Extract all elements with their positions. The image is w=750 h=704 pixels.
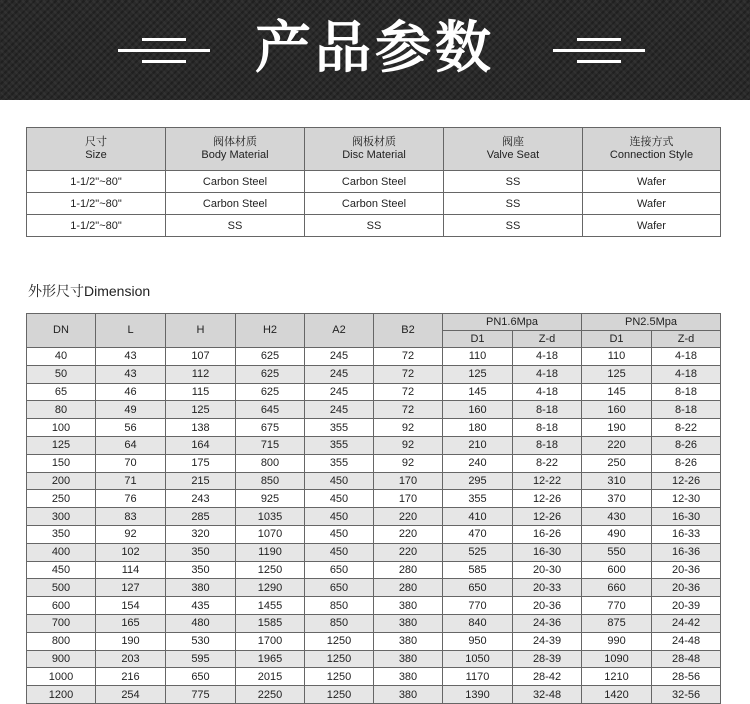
table-cell: 4-18 — [652, 365, 721, 383]
table-cell: 4-18 — [513, 348, 582, 366]
table-cell: 102 — [96, 543, 166, 561]
table-cell: 20-36 — [652, 579, 721, 597]
dim-subheader-zd: Z-d — [652, 331, 721, 348]
page-title: 产品参数 — [255, 16, 495, 81]
table-cell: SS — [305, 215, 444, 237]
table-cell: SS — [166, 215, 305, 237]
table-row — [27, 436, 721, 454]
table-cell: 285 — [166, 508, 236, 526]
table-cell: 72 — [374, 383, 443, 401]
table-cell: 1250 — [305, 632, 374, 650]
table-cell: 245 — [305, 383, 374, 401]
table-cell: 154 — [96, 597, 166, 615]
table-cell: 76 — [96, 490, 166, 508]
table-cell: 1200 — [27, 686, 96, 704]
table-cell: 380 — [374, 614, 443, 632]
table-row — [27, 193, 721, 215]
table-cell: 600 — [27, 597, 96, 615]
table-cell: 8-26 — [652, 436, 721, 454]
table-cell: 240 — [443, 454, 513, 472]
table-cell: 1210 — [582, 668, 652, 686]
table-cell: 8-18 — [513, 419, 582, 437]
dim-subheader-zd: Z-d — [513, 331, 582, 348]
table-cell: 216 — [96, 668, 166, 686]
table-cell: 310 — [582, 472, 652, 490]
table-cell: 175 — [166, 454, 236, 472]
table-cell: 20-36 — [513, 597, 582, 615]
table-cell: 72 — [374, 401, 443, 419]
table-cell: Carbon Steel — [166, 193, 305, 215]
dim-header-dn: DN — [27, 314, 96, 348]
table-cell: 1090 — [582, 650, 652, 668]
table-cell: 1-1/2"~80" — [27, 193, 166, 215]
table-cell: 280 — [374, 561, 443, 579]
table-cell: 46 — [96, 383, 166, 401]
dim-header-pn25: PN2.5Mpa — [582, 314, 721, 331]
table-cell: 525 — [443, 543, 513, 561]
table-cell: 180 — [443, 419, 513, 437]
table-cell: 480 — [166, 614, 236, 632]
table-cell: 800 — [27, 632, 96, 650]
dim-header-pn16: PN1.6Mpa — [443, 314, 582, 331]
table-cell: 138 — [166, 419, 236, 437]
table-cell: 990 — [582, 632, 652, 650]
table-cell: 92 — [374, 436, 443, 454]
table-row — [27, 348, 721, 366]
table-cell: 245 — [305, 365, 374, 383]
table-cell: 770 — [582, 597, 652, 615]
table-cell: 4-18 — [652, 348, 721, 366]
table-row — [27, 419, 721, 437]
table-cell: 700 — [27, 614, 96, 632]
table-cell: 350 — [166, 543, 236, 561]
table-cell: 650 — [305, 561, 374, 579]
header-banner — [0, 0, 750, 100]
table-cell: 16-33 — [652, 525, 721, 543]
table-cell: Carbon Steel — [166, 171, 305, 193]
table-cell: 1390 — [443, 686, 513, 704]
table-cell: 20-30 — [513, 561, 582, 579]
table-cell: 840 — [443, 614, 513, 632]
table-cell: 355 — [305, 454, 374, 472]
table-row — [27, 579, 721, 597]
table-cell: 49 — [96, 401, 166, 419]
table-cell: 245 — [305, 401, 374, 419]
table-cell: 243 — [166, 490, 236, 508]
spec-header-body-material: 阀体材质 Body Material — [166, 128, 305, 171]
table-cell: 380 — [374, 632, 443, 650]
table-cell: 125 — [582, 365, 652, 383]
dim-subheader-d1: D1 — [443, 331, 513, 348]
table-cell: 715 — [236, 436, 305, 454]
table-cell: 8-26 — [652, 454, 721, 472]
table-cell: 127 — [96, 579, 166, 597]
table-cell: 1-1/2"~80" — [27, 215, 166, 237]
table-cell: 625 — [236, 383, 305, 401]
table-cell: 450 — [305, 508, 374, 526]
table-cell: 1050 — [443, 650, 513, 668]
table-cell: 1250 — [305, 668, 374, 686]
table-cell: 145 — [443, 383, 513, 401]
table-cell: 40 — [27, 348, 96, 366]
table-cell: 83 — [96, 508, 166, 526]
dim-header-h2: H2 — [236, 314, 305, 348]
table-cell: 350 — [27, 525, 96, 543]
table-cell: 250 — [27, 490, 96, 508]
table-cell: 585 — [443, 561, 513, 579]
table-cell: 28-48 — [652, 650, 721, 668]
table-cell: 8-18 — [652, 401, 721, 419]
table-cell: 380 — [374, 686, 443, 704]
table-cell: 1290 — [236, 579, 305, 597]
table-cell: 107 — [166, 348, 236, 366]
table-cell: 200 — [27, 472, 96, 490]
table-cell: 355 — [305, 436, 374, 454]
table-cell: 8-18 — [513, 436, 582, 454]
table-cell: 28-42 — [513, 668, 582, 686]
table-cell: 1170 — [443, 668, 513, 686]
table-cell: 92 — [374, 419, 443, 437]
table-cell: 70 — [96, 454, 166, 472]
table-cell: 12-26 — [513, 508, 582, 526]
table-cell: 12-22 — [513, 472, 582, 490]
table-cell: 16-30 — [652, 508, 721, 526]
table-cell: 1190 — [236, 543, 305, 561]
table-cell: 660 — [582, 579, 652, 597]
table-cell: 254 — [96, 686, 166, 704]
table-cell: 71 — [96, 472, 166, 490]
table-cell: 8-22 — [652, 419, 721, 437]
table-cell: 203 — [96, 650, 166, 668]
table-cell: 595 — [166, 650, 236, 668]
table-cell: 1250 — [305, 686, 374, 704]
table-cell: 1035 — [236, 508, 305, 526]
table-cell: 300 — [27, 508, 96, 526]
table-cell: 450 — [27, 561, 96, 579]
table-cell: 1070 — [236, 525, 305, 543]
table-cell: 92 — [374, 454, 443, 472]
table-cell: 20-36 — [652, 561, 721, 579]
table-cell: 28-39 — [513, 650, 582, 668]
table-cell: 125 — [27, 436, 96, 454]
table-cell: 24-39 — [513, 632, 582, 650]
table-cell: 500 — [27, 579, 96, 597]
table-row — [27, 543, 721, 561]
table-cell: 24-42 — [652, 614, 721, 632]
table-cell: 470 — [443, 525, 513, 543]
table-row — [27, 365, 721, 383]
table-cell: 150 — [27, 454, 96, 472]
table-row — [27, 215, 721, 237]
table-cell: 8-18 — [652, 383, 721, 401]
table-cell: 160 — [443, 401, 513, 419]
table-cell: 170 — [374, 490, 443, 508]
table-row — [27, 686, 721, 704]
table-cell: 430 — [582, 508, 652, 526]
table-cell: 190 — [582, 419, 652, 437]
table-row — [27, 383, 721, 401]
table-row — [27, 632, 721, 650]
table-cell: 775 — [166, 686, 236, 704]
table-cell: 24-48 — [652, 632, 721, 650]
dim-header-h: H — [166, 314, 236, 348]
table-row — [27, 668, 721, 686]
table-cell: 250 — [582, 454, 652, 472]
table-cell: 165 — [96, 614, 166, 632]
table-cell: 850 — [305, 597, 374, 615]
table-cell: 435 — [166, 597, 236, 615]
table-cell: 56 — [96, 419, 166, 437]
table-cell: 110 — [582, 348, 652, 366]
table-cell: 850 — [236, 472, 305, 490]
table-cell: 4-18 — [513, 365, 582, 383]
table-cell: 550 — [582, 543, 652, 561]
table-cell: 245 — [305, 348, 374, 366]
table-cell: 8-18 — [513, 401, 582, 419]
table-cell: 28-56 — [652, 668, 721, 686]
table-cell: 675 — [236, 419, 305, 437]
table-cell: 115 — [166, 383, 236, 401]
dimension-table — [26, 313, 721, 704]
table-cell: 850 — [305, 614, 374, 632]
table-cell: 625 — [236, 365, 305, 383]
table-row — [27, 597, 721, 615]
table-cell: 190 — [96, 632, 166, 650]
table-cell: 220 — [374, 508, 443, 526]
table-cell: 43 — [96, 365, 166, 383]
table-cell: 215 — [166, 472, 236, 490]
table-cell: 650 — [166, 668, 236, 686]
table-cell: 530 — [166, 632, 236, 650]
table-cell: 295 — [443, 472, 513, 490]
table-cell: 410 — [443, 508, 513, 526]
table-cell: 1700 — [236, 632, 305, 650]
table-cell: 164 — [166, 436, 236, 454]
table-cell: 950 — [443, 632, 513, 650]
table-cell: 4-18 — [513, 383, 582, 401]
table-cell: 650 — [305, 579, 374, 597]
dim-subheader-d1: D1 — [582, 331, 652, 348]
table-cell: 110 — [443, 348, 513, 366]
table-cell: 92 — [96, 525, 166, 543]
table-cell: SS — [444, 193, 583, 215]
table-cell: 400 — [27, 543, 96, 561]
table-cell: 220 — [582, 436, 652, 454]
table-cell: 490 — [582, 525, 652, 543]
spec-header-connection-style: 连接方式 Connection Style — [583, 128, 721, 171]
table-cell: 450 — [305, 490, 374, 508]
table-row — [27, 472, 721, 490]
table-cell: 170 — [374, 472, 443, 490]
table-cell: Carbon Steel — [305, 193, 444, 215]
table-cell: 125 — [166, 401, 236, 419]
table-cell: 100 — [27, 419, 96, 437]
table-cell: 65 — [27, 383, 96, 401]
table-cell: Wafer — [583, 171, 721, 193]
table-cell: 12-26 — [652, 472, 721, 490]
table-cell: 220 — [374, 525, 443, 543]
spec-header-disc-material: 阀板材质 Disc Material — [305, 128, 444, 171]
table-cell: 114 — [96, 561, 166, 579]
table-cell: 1585 — [236, 614, 305, 632]
table-cell: SS — [444, 171, 583, 193]
table-cell: 32-48 — [513, 686, 582, 704]
table-row — [27, 401, 721, 419]
spec-header-row — [27, 128, 721, 171]
table-cell: Carbon Steel — [305, 171, 444, 193]
table-cell: Wafer — [583, 193, 721, 215]
dim-header-l: L — [96, 314, 166, 348]
table-cell: 450 — [305, 543, 374, 561]
table-cell: 16-30 — [513, 543, 582, 561]
table-cell: 50 — [27, 365, 96, 383]
table-cell: 600 — [582, 561, 652, 579]
table-cell: 280 — [374, 579, 443, 597]
table-cell: 1000 — [27, 668, 96, 686]
table-cell: 450 — [305, 525, 374, 543]
table-cell: 32-56 — [652, 686, 721, 704]
table-cell: 8-22 — [513, 454, 582, 472]
table-row — [27, 525, 721, 543]
table-cell: 350 — [166, 561, 236, 579]
table-cell: 210 — [443, 436, 513, 454]
table-cell: 1965 — [236, 650, 305, 668]
table-cell: 12-26 — [513, 490, 582, 508]
table-cell: 380 — [374, 597, 443, 615]
table-cell: 2250 — [236, 686, 305, 704]
table-cell: 80 — [27, 401, 96, 419]
table-cell: 2015 — [236, 668, 305, 686]
table-cell: 1250 — [236, 561, 305, 579]
table-cell: 320 — [166, 525, 236, 543]
table-cell: 1420 — [582, 686, 652, 704]
table-cell: 875 — [582, 614, 652, 632]
spec-table — [26, 127, 721, 237]
table-row — [27, 490, 721, 508]
table-cell: 16-36 — [652, 543, 721, 561]
table-row — [27, 650, 721, 668]
table-cell: 1-1/2"~80" — [27, 171, 166, 193]
table-cell: 370 — [582, 490, 652, 508]
table-cell: 160 — [582, 401, 652, 419]
table-cell: 1455 — [236, 597, 305, 615]
table-cell: 645 — [236, 401, 305, 419]
table-cell: Wafer — [583, 215, 721, 237]
table-row — [27, 561, 721, 579]
table-cell: 1250 — [305, 650, 374, 668]
table-cell: 16-26 — [513, 525, 582, 543]
dimension-header-row — [27, 314, 721, 331]
table-cell: 380 — [374, 650, 443, 668]
table-row — [27, 508, 721, 526]
table-cell: 355 — [305, 419, 374, 437]
table-cell: 650 — [443, 579, 513, 597]
table-cell: 20-33 — [513, 579, 582, 597]
decorative-lines-right — [553, 38, 645, 64]
table-cell: 145 — [582, 383, 652, 401]
table-cell: 64 — [96, 436, 166, 454]
table-cell: 625 — [236, 348, 305, 366]
table-cell: 355 — [443, 490, 513, 508]
table-row — [27, 171, 721, 193]
table-cell: 380 — [166, 579, 236, 597]
table-cell: 900 — [27, 650, 96, 668]
spec-header-size: 尺寸 Size — [27, 128, 166, 171]
table-cell: 12-30 — [652, 490, 721, 508]
dim-header-b2: B2 — [374, 314, 443, 348]
table-row — [27, 614, 721, 632]
table-cell: 112 — [166, 365, 236, 383]
table-cell: 800 — [236, 454, 305, 472]
table-cell: 220 — [374, 543, 443, 561]
table-cell: 43 — [96, 348, 166, 366]
table-row — [27, 454, 721, 472]
dimension-section-title: 外形尺寸Dimension — [28, 283, 151, 299]
table-cell: 72 — [374, 365, 443, 383]
table-cell: SS — [444, 215, 583, 237]
table-cell: 770 — [443, 597, 513, 615]
table-cell: 380 — [374, 668, 443, 686]
table-cell: 450 — [305, 472, 374, 490]
table-cell: 72 — [374, 348, 443, 366]
table-cell: 20-39 — [652, 597, 721, 615]
table-cell: 125 — [443, 365, 513, 383]
spec-header-valve-seat: 阀座 Valve Seat — [444, 128, 583, 171]
table-cell: 925 — [236, 490, 305, 508]
dim-header-a2: A2 — [305, 314, 374, 348]
table-cell: 24-36 — [513, 614, 582, 632]
